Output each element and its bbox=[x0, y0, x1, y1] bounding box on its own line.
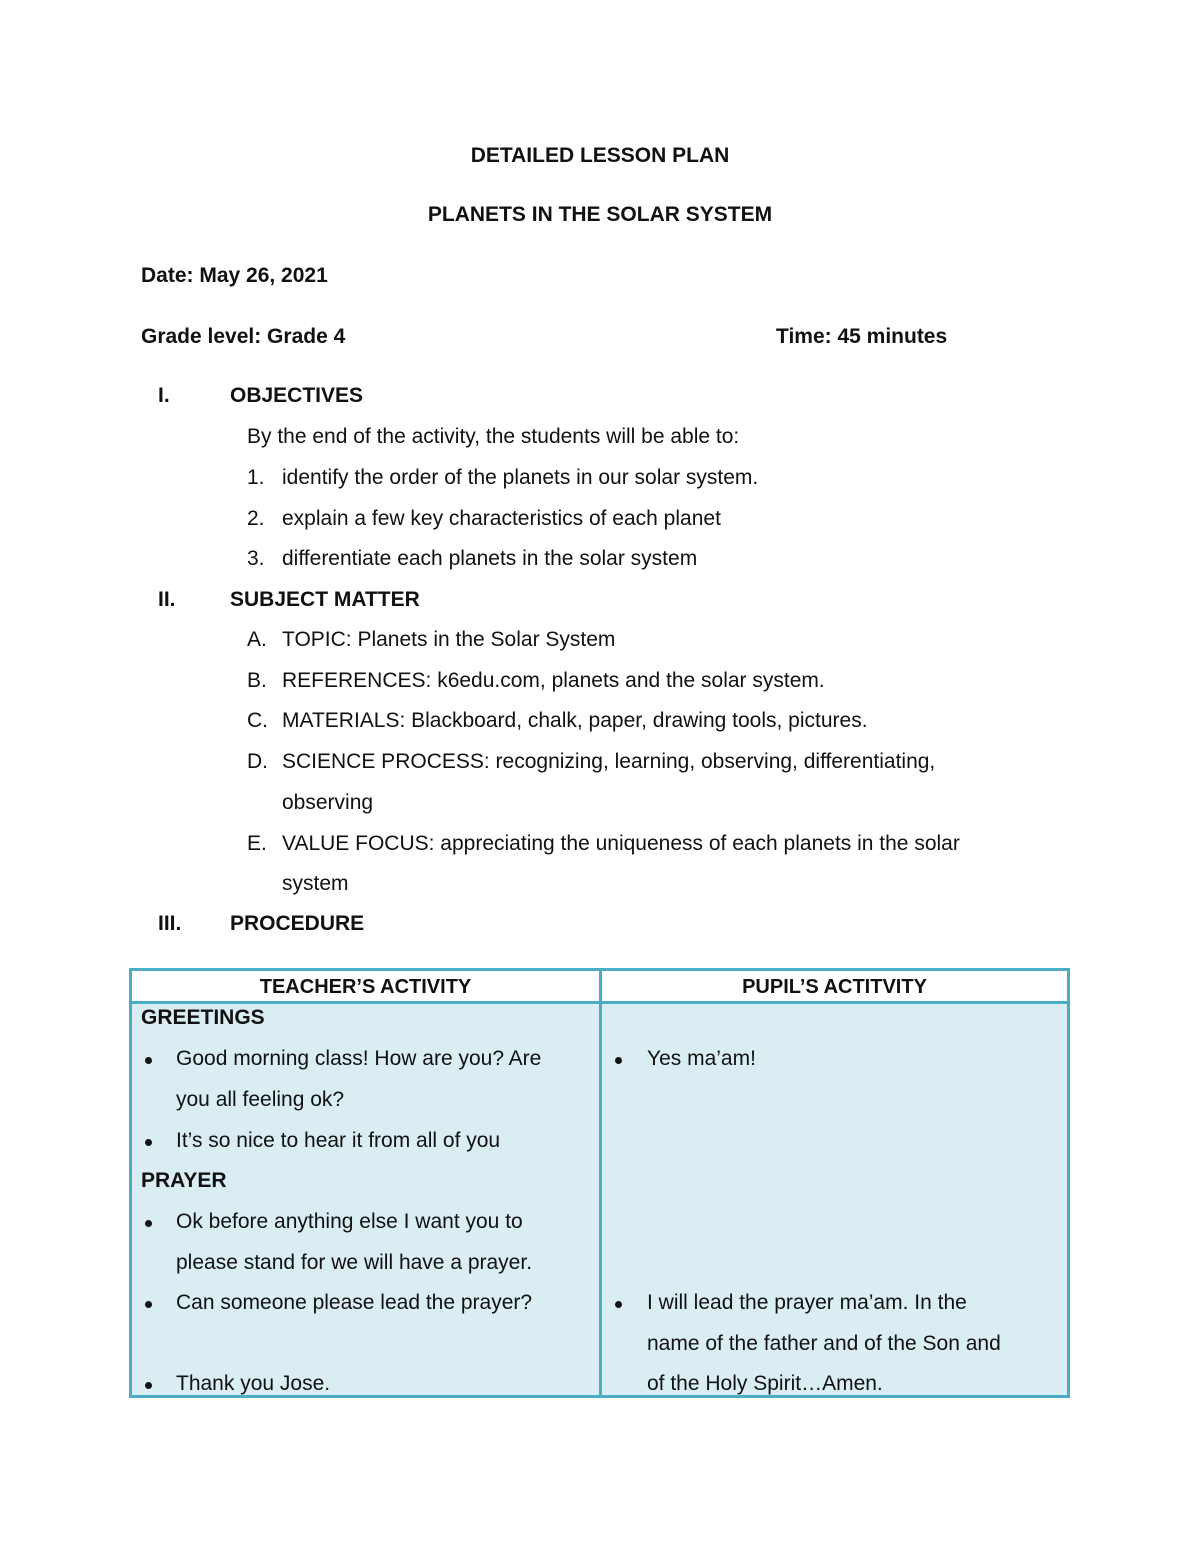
document-subtitle: PLANETS IN THE SOLAR SYSTEM bbox=[427, 203, 773, 226]
procedure-heading: PROCEDURE bbox=[230, 912, 365, 935]
subject-item-topic: TOPIC: Planets in the Solar System bbox=[282, 628, 616, 651]
grade-level-line: Grade level: Grade 4 bbox=[141, 325, 346, 348]
greetings-heading: GREETINGS bbox=[141, 1006, 265, 1029]
subject-item-references: REFERENCES: k6edu.com, planets and the solar system. bbox=[282, 669, 825, 692]
teacher-prayer-line-cont: please stand for we will have a prayer. bbox=[176, 1251, 533, 1274]
objective-item: identify the order of the planets in our solar system. bbox=[282, 466, 759, 489]
subject-item-letter: D. bbox=[247, 750, 268, 773]
subject-item-letter: E. bbox=[247, 832, 267, 855]
bullet-icon bbox=[615, 1057, 622, 1064]
bullet-icon bbox=[145, 1382, 152, 1389]
objective-item: differentiate each planets in the solar system bbox=[282, 547, 698, 570]
bullet-icon bbox=[615, 1301, 622, 1308]
bullet-icon bbox=[145, 1139, 152, 1146]
bullet-icon bbox=[145, 1301, 152, 1308]
teacher-greeting-line-2: It’s so nice to hear it from all of you bbox=[176, 1129, 501, 1152]
bullet-icon bbox=[145, 1057, 152, 1064]
pupil-prayer-line-end: of the Holy Spirit…Amen. bbox=[647, 1372, 883, 1395]
subject-matter-heading: SUBJECT MATTER bbox=[230, 588, 420, 611]
subject-item-letter: B. bbox=[247, 669, 267, 692]
pupil-prayer-line: I will lead the prayer ma’am. In the bbox=[647, 1291, 967, 1314]
pupil-activity-header: PUPIL’S ACTITVITY bbox=[742, 976, 927, 998]
subject-item-value-focus: VALUE FOCUS: appreciating the uniqueness of each planets in the solar bbox=[282, 832, 960, 855]
subject-item-materials: MATERIALS: Blackboard, chalk, paper, drawing tools, pictures. bbox=[282, 709, 868, 732]
prayer-heading: PRAYER bbox=[141, 1169, 227, 1192]
document-title: DETAILED LESSON PLAN bbox=[470, 144, 730, 167]
subject-item-letter: C. bbox=[247, 709, 268, 732]
bullet-icon bbox=[145, 1220, 152, 1227]
teacher-greeting-line-cont: you all feeling ok? bbox=[176, 1088, 345, 1111]
teacher-activity-header: TEACHER’S ACTIVITY bbox=[259, 976, 472, 998]
pupil-response: Yes ma’am! bbox=[647, 1047, 756, 1070]
objectives-numeral: I. bbox=[158, 384, 170, 407]
objective-number: 3. bbox=[247, 547, 265, 570]
subject-item-value-focus-cont: system bbox=[282, 872, 349, 895]
procedure-table bbox=[129, 968, 1070, 1398]
column-divider bbox=[599, 971, 602, 1395]
objectives-intro: By the end of the activity, the students will be able to: bbox=[247, 425, 740, 448]
teacher-greeting-line: Good morning class! How are you? Are bbox=[176, 1047, 542, 1070]
date-line: Date: May 26, 2021 bbox=[141, 264, 328, 287]
objective-item: explain a few key characteristics of each planet bbox=[282, 507, 721, 530]
objective-number: 1. bbox=[247, 466, 265, 489]
subject-item-science-process-cont: observing bbox=[282, 791, 374, 814]
objective-number: 2. bbox=[247, 507, 265, 530]
subject-matter-numeral: II. bbox=[158, 588, 176, 611]
procedure-numeral: III. bbox=[158, 912, 182, 935]
pupil-prayer-line-cont: name of the father and of the Son and bbox=[647, 1332, 1001, 1355]
teacher-prayer-line: Ok before anything else I want you to bbox=[176, 1210, 523, 1233]
subject-item-letter: A. bbox=[247, 628, 267, 651]
objectives-heading: OBJECTIVES bbox=[230, 384, 364, 407]
time-line: Time: 45 minutes bbox=[776, 325, 948, 348]
teacher-prayer-request: Can someone please lead the prayer? bbox=[176, 1291, 533, 1314]
subject-item-science-process: SCIENCE PROCESS: recognizing, learning, observing, differentiating, bbox=[282, 750, 936, 773]
teacher-thanks: Thank you Jose. bbox=[176, 1372, 331, 1395]
